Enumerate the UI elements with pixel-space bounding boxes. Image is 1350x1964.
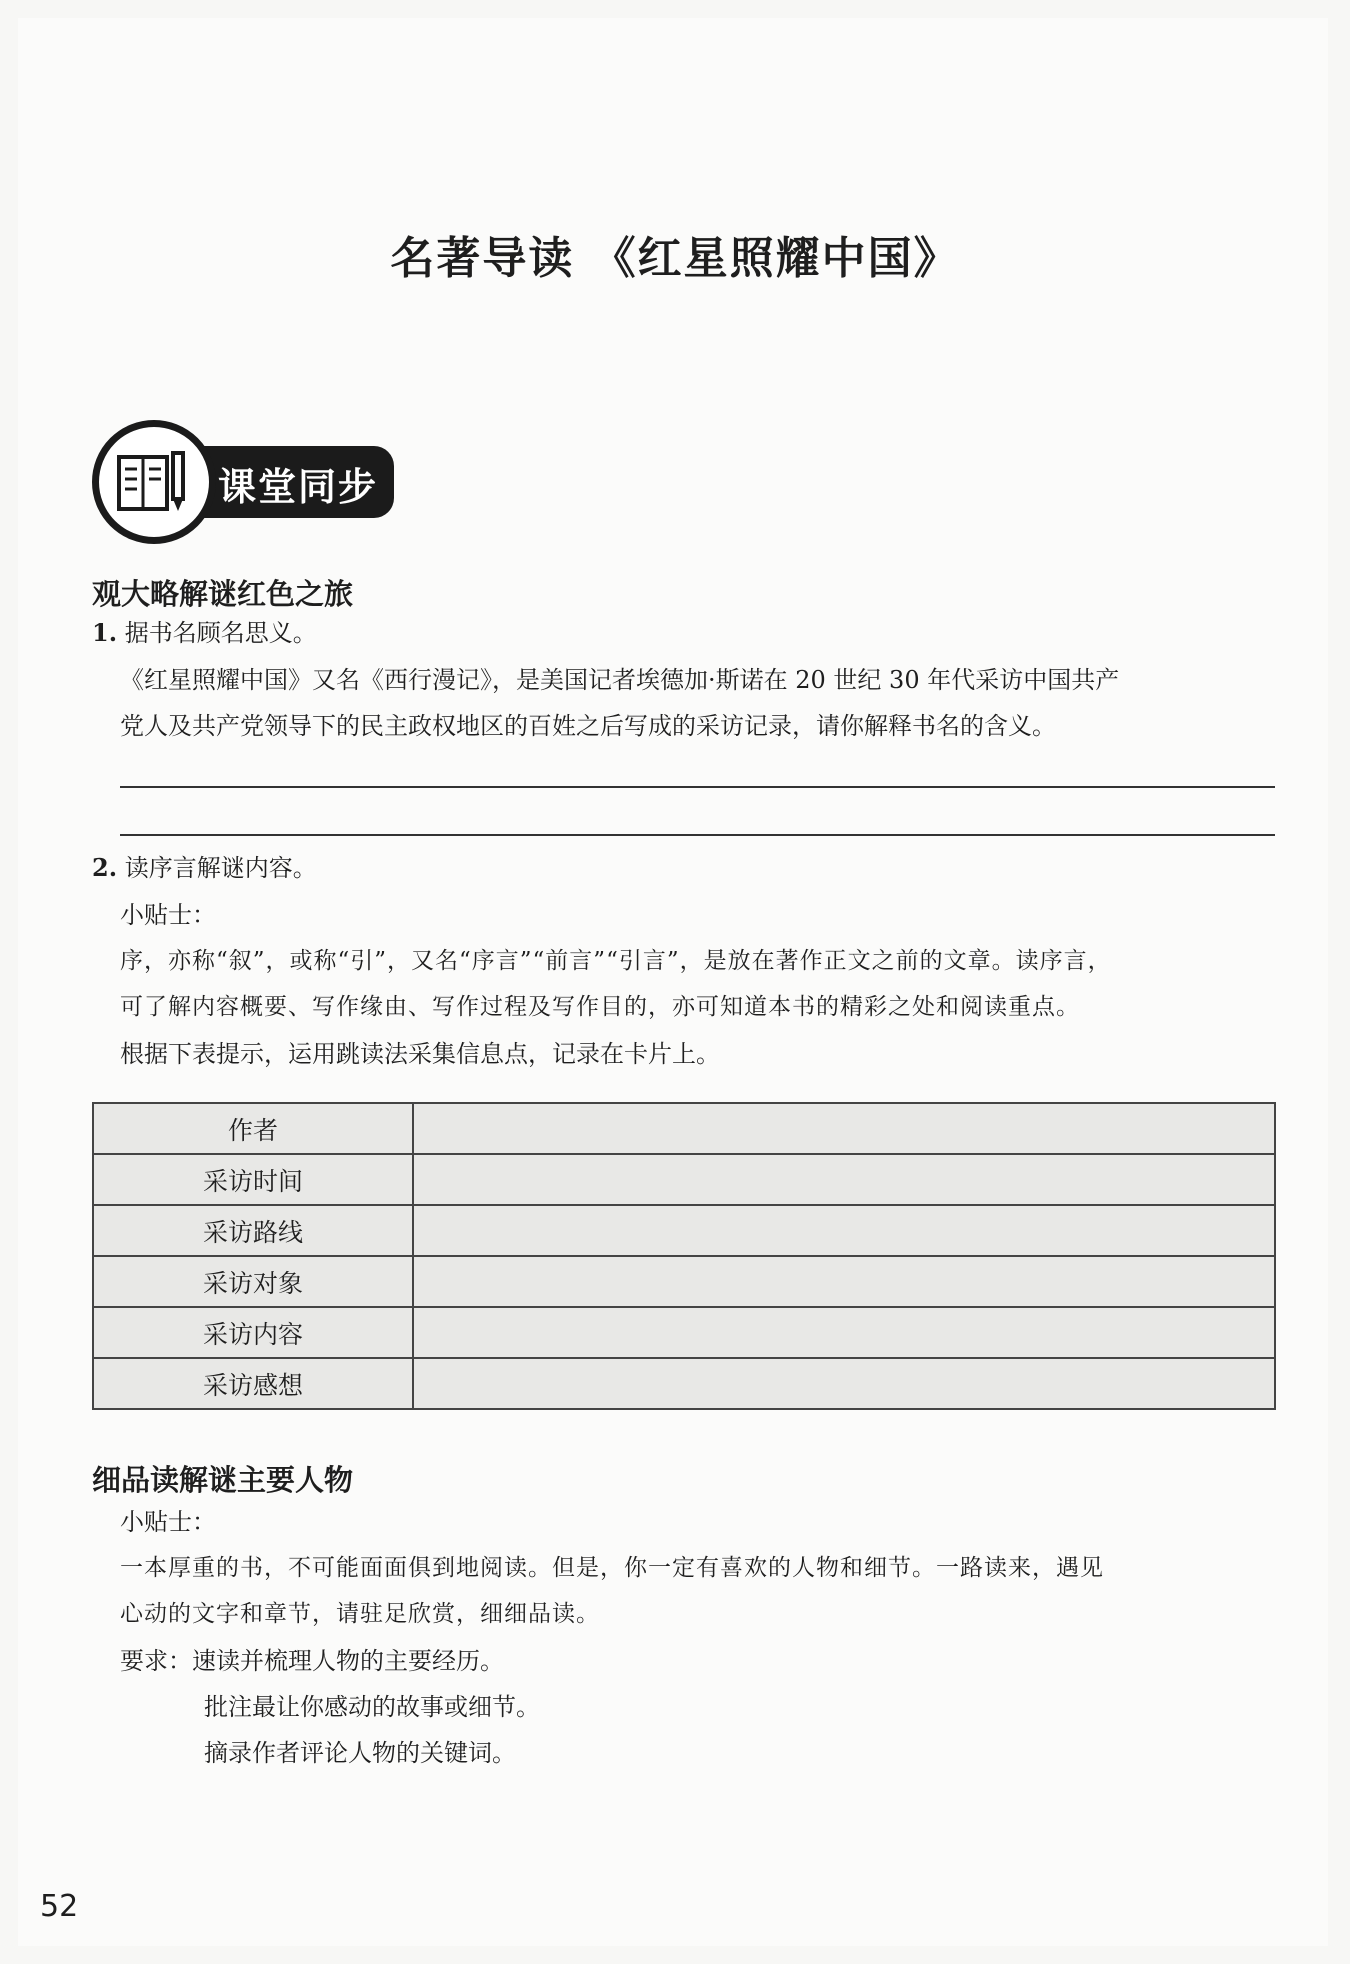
row-answer-cell[interactable] (413, 1154, 1275, 1205)
section1-heading: 观大略解谜红色之旅 (92, 577, 354, 611)
row-label: 采访时间 (93, 1154, 413, 1205)
q2-instruction: 根据下表提示，运用跳读法采集信息点，记录在卡片上。 (120, 1040, 720, 1068)
row-label: 采访路线 (93, 1205, 413, 1256)
info-table (92, 1102, 1276, 1410)
table-row (93, 1358, 1275, 1409)
row-answer-cell[interactable] (413, 1358, 1275, 1409)
row-answer-cell[interactable] (413, 1256, 1275, 1307)
book-pen-icon (92, 420, 216, 544)
row-label: 作者 (93, 1103, 413, 1154)
table-row (93, 1154, 1275, 1205)
s2-tip-label: 小贴士： (120, 1508, 216, 1536)
s2-requirement-2: 批注最让你感动的故事或细节。 (204, 1693, 540, 1721)
q1-prompt (92, 618, 317, 648)
q2-prompt (92, 853, 317, 883)
badge-label: 课堂同步 (218, 465, 379, 509)
q2-prompt-text: 读序言解谜内容。 (124, 854, 317, 882)
q2-tip-label: 小贴士： (120, 901, 216, 929)
table-row (93, 1205, 1275, 1256)
row-label: 采访对象 (93, 1256, 413, 1307)
s2-requirement-3: 摘录作者评论人物的关键词。 (204, 1739, 516, 1767)
section-badge (92, 420, 402, 545)
row-answer-cell[interactable] (413, 1103, 1275, 1154)
row-answer-cell[interactable] (413, 1205, 1275, 1256)
s2-tip-line1: 一本厚重的书，不可能面面俱到地阅读。但是，你一定有喜欢的人物和细节。一路读来，遇见 (120, 1555, 1104, 1581)
q2-number: 2. (92, 853, 118, 882)
section2-heading: 细品读解谜主要人物 (92, 1463, 354, 1497)
q1-prompt-text: 据书名顾名思义。 (124, 619, 317, 647)
page-title: 名著导读 《红星照耀中国》 (390, 233, 960, 284)
q2-tip-line1: 序，亦称“叙”，或称“引”，又名“序言”“前言”“引言”，是放在著作正文之前的文章。读序言， (120, 948, 1112, 974)
row-label: 采访内容 (93, 1307, 413, 1358)
row-label: 采访感想 (93, 1358, 413, 1409)
q2-tip-line2: 可了解内容概要、写作缘由、写作过程及写作目的，亦可知道本书的精彩之处和阅读重点。 (120, 994, 1080, 1020)
q1-body-line1: 《红星照耀中国》又名《西行漫记》，是美国记者埃德加·斯诺在 20 世纪 30 年代采访中国共产 (120, 666, 1120, 694)
answer-line-2[interactable] (120, 834, 1275, 836)
page-number: 52 (40, 1889, 79, 1924)
table-row (93, 1103, 1275, 1154)
table-row (93, 1256, 1275, 1307)
s2-tip-line2: 心动的文字和章节，请驻足欣赏，细细品读。 (120, 1601, 600, 1627)
table-row (93, 1307, 1275, 1358)
q1-body-line2: 党人及共产党领导下的民主政权地区的百姓之后写成的采访记录，请你解释书名的含义。 (120, 712, 1056, 740)
answer-line-1[interactable] (120, 786, 1275, 788)
q1-number: 1. (92, 618, 118, 647)
row-answer-cell[interactable] (413, 1307, 1275, 1358)
s2-requirement-1: 要求：速读并梳理人物的主要经历。 (120, 1647, 504, 1675)
